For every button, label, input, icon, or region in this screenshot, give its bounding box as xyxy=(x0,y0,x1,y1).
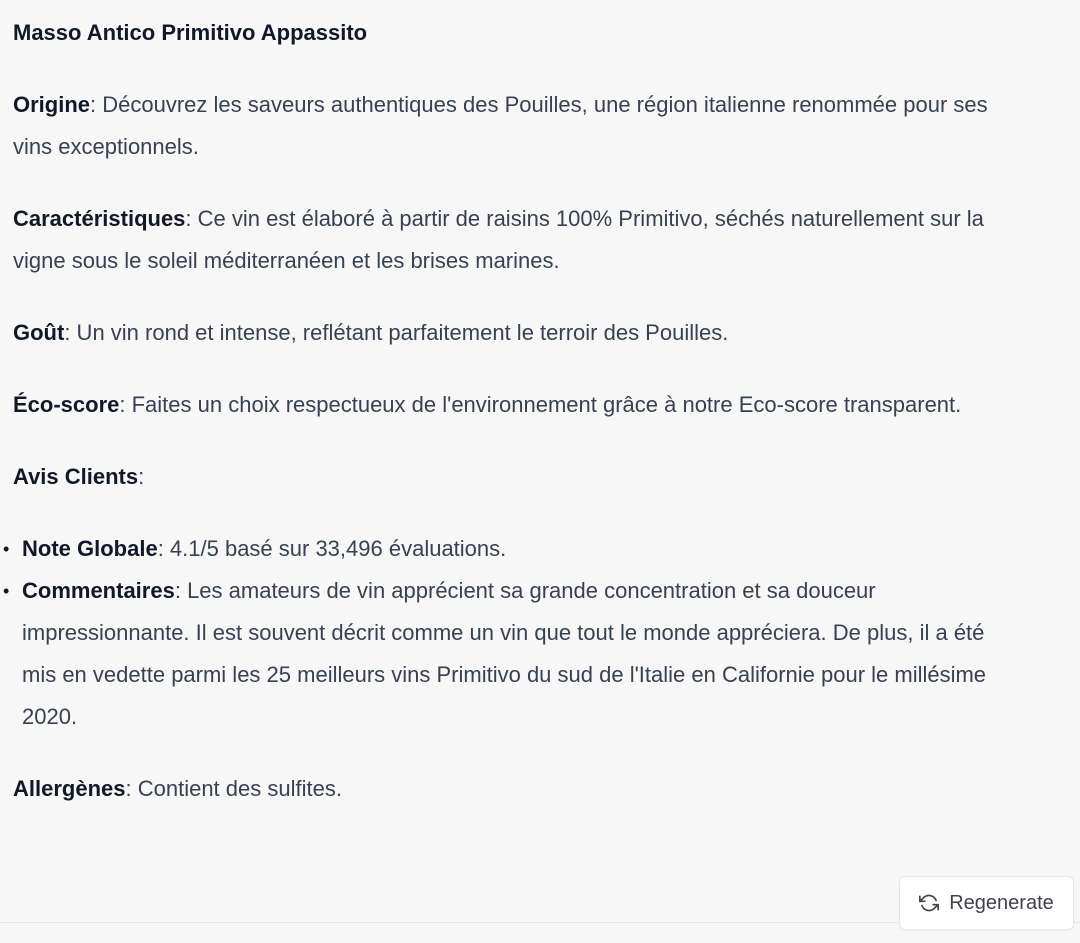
regenerate-label: Regenerate xyxy=(949,891,1054,914)
section-ecoscore-text: : Faites un choix respectueux de l'environnement grâce à notre Eco-score transparent. xyxy=(119,392,962,417)
section-allergenes-text: : Contient des sulfites. xyxy=(125,776,342,801)
list-item xyxy=(3,528,1003,570)
regenerate-button[interactable] xyxy=(899,876,1074,930)
section-origine xyxy=(13,84,1003,168)
list-item-label: Commentaires xyxy=(22,578,175,603)
bullet-icon: • xyxy=(3,539,10,559)
section-avis xyxy=(13,456,1003,498)
list-item xyxy=(3,570,1003,738)
section-gout-text: : Un vin rond et intense, reflétant parfaitement le terroir des Pouilles. xyxy=(64,320,729,345)
list-item-label: Note Globale xyxy=(22,536,158,561)
list-item-text: : 4.1/5 basé sur 33,496 évaluations. xyxy=(157,536,507,561)
section-allergenes xyxy=(13,768,1003,810)
section-caracteristiques-label: Caractéristiques xyxy=(13,206,186,231)
message-content xyxy=(3,12,1003,840)
refresh-icon xyxy=(919,893,939,913)
section-origine-text: : Découvrez les saveurs authentiques des Pouilles, une région italienne renommée pour ses vins exceptionnels. xyxy=(13,92,988,159)
section-caracteristiques xyxy=(13,198,1003,282)
wine-title: Masso Antico Primitivo Appassito xyxy=(13,20,368,45)
section-gout-label: Goût xyxy=(13,320,65,345)
section-ecoscore xyxy=(13,384,1003,426)
list-item-text: : Les amateurs de vin apprécient sa grande concentration et sa douceur impressionnante. Il est souvent décrit comme un vin que tout le monde appréciera. De plus, il a été mis en vedette parmi les 25 meilleurs vins Primitivo du sud de l'Italie en Californie pour le millésime 2020. xyxy=(22,578,987,729)
section-caracteristiques-text: : Ce vin est élaboré à partir de raisins 100% Primitivo, séchés naturellement sur la vigne sous le soleil méditerranéen et les brises marines. xyxy=(13,206,984,273)
section-ecoscore-label: Éco-score xyxy=(13,392,120,417)
section-origine-label: Origine xyxy=(13,92,91,117)
section-avis-text: : xyxy=(138,464,145,489)
section-avis-label: Avis Clients xyxy=(13,464,139,489)
section-allergenes-label: Allergènes xyxy=(13,776,126,801)
bullet-icon: • xyxy=(3,581,10,601)
avis-list xyxy=(3,528,1003,738)
section-gout xyxy=(13,312,1003,354)
